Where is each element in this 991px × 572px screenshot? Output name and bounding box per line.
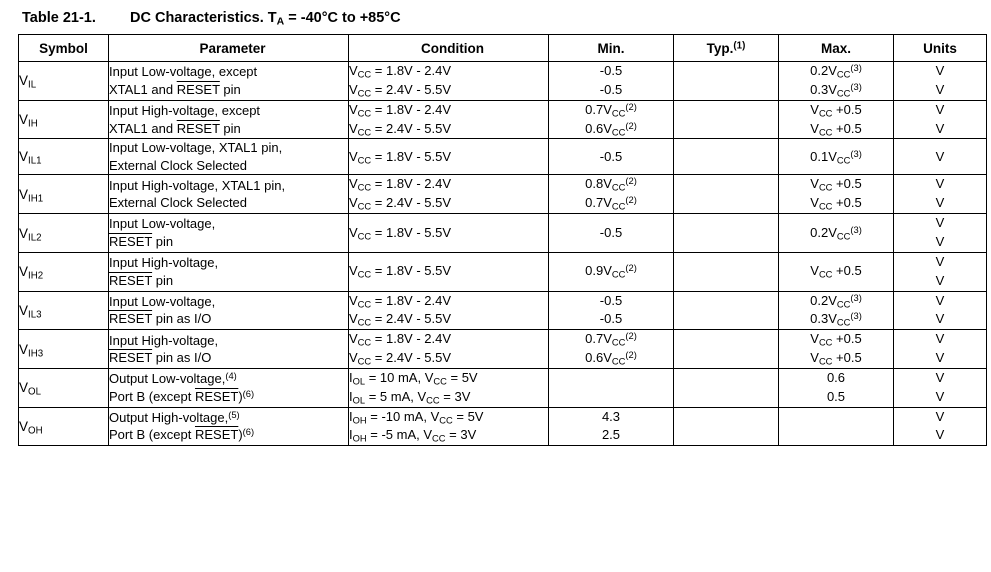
cell-typ [674,368,779,407]
cell-min: $0.8V_{CC}^{(2)}$ $0.7V_{CC}^{(2)}$ [549,175,674,214]
cell-typ [674,175,779,214]
cell-min [549,368,674,407]
table-row [19,214,987,253]
cell-units: V V [894,100,987,139]
cell-min: 4.3 2.5 [549,407,674,446]
cell-condition: $V_{CC} = 1.8V - 2.4V$ $V_{CC} = 2.4V - 5.5V$ [349,100,549,139]
cell-symbol: $V_{IL1}$ [19,139,109,175]
table-caption [22,10,979,26]
cell-units: V [894,139,987,175]
cell-symbol: $V_{IH2}$ [19,252,109,291]
cell-condition: $V_{CC} = 1.8V - 5.5V$ [349,252,549,291]
cell-symbol: $V_{IH1}$ [19,175,109,214]
cell-min: -0.5 -0.5 [549,291,674,330]
cell-symbol: $V_{OL}$ [19,368,109,407]
table-row [19,175,987,214]
cell-max: $V_{CC} +0.5$ [779,252,894,291]
cell-max: $0.2V_{CC}^{(3)}$ $0.3V_{CC}^{(3)}$ [779,291,894,330]
cell-max: $0.2V_{CC}^{(3)}$ $0.3V_{CC}^{(3)}$ [779,62,894,101]
header-typ: Typ.$^{(1)}$ [674,35,779,62]
cell-parameter: Input Low-voltage, XTAL1 pin, External Clock Selected [109,139,349,175]
header-units: Units [894,35,987,62]
cell-units: V V [894,407,987,446]
table-header-row [19,35,987,62]
cell-max: $0.1V_{CC}^{(3)}$ [779,139,894,175]
cell-condition: $V_{CC} = 1.8V - 2.4V$ $V_{CC} = 2.4V - 5.5V$ [349,330,549,369]
cell-symbol: $V_{OH}$ [19,407,109,446]
cell-condition: $V_{CC} = 1.8V - 5.5V$ [349,139,549,175]
cell-units: V V [894,368,987,407]
cell-parameter: Output Low-voltage,$^{(4)}$ Port B (except RESET)$^{(6)}$ [109,368,349,407]
header-symbol: Symbol [19,35,109,62]
table-row [19,62,987,101]
cell-units: V V [894,330,987,369]
typ-footnote-marker: (1) [733,40,746,52]
cell-parameter: Input Low-voltage, RESET pin [109,214,349,253]
cell-units: V V [894,252,987,291]
cell-max: $V_{CC} +0.5$ $V_{CC} +0.5$ [779,330,894,369]
header-min: Min. [549,35,674,62]
table-row [19,291,987,330]
cell-typ [674,330,779,369]
header-parameter: Parameter [109,35,349,62]
cell-condition: $V_{CC} = 1.8V - 2.4V$ $V_{CC} = 2.4V - 5.5V$ [349,62,549,101]
caption-subscript: A [276,16,285,28]
cell-parameter: Output High-voltage,$^{(5)}$ Port B (except RESET)$^{(6)}$ [109,407,349,446]
cell-typ [674,291,779,330]
cell-parameter: Input Low-voltage, except XTAL1 and RESET pin [109,62,349,101]
cell-min: -0.5 -0.5 [549,62,674,101]
cell-symbol: $V_{IL2}$ [19,214,109,253]
table-row [19,407,987,446]
cell-max: 0.6 0.5 [779,368,894,407]
header-condition: Condition [349,35,549,62]
cell-units: V V [894,214,987,253]
cell-typ [674,214,779,253]
table-number: Table 21-1. [22,10,96,26]
cell-typ [674,62,779,101]
cell-parameter: Input High-voltage, XTAL1 pin, External Clock Selected [109,175,349,214]
dc-characteristics-table [18,34,987,446]
table-row [19,139,987,175]
cell-symbol: $V_{IL3}$ [19,291,109,330]
cell-min: $0.7V_{CC}^{(2)}$ $0.6V_{CC}^{(2)}$ [549,100,674,139]
cell-min: -0.5 [549,214,674,253]
cell-min: $0.9V_{CC}^{(2)}$ [549,252,674,291]
cell-max: $V_{CC} +0.5$ $V_{CC} +0.5$ [779,175,894,214]
cell-min: $0.7V_{CC}^{(2)}$ $0.6V_{CC}^{(2)}$ [549,330,674,369]
header-max: Max. [779,35,894,62]
table-row [19,100,987,139]
cell-max: $0.2V_{CC}^{(3)}$ [779,214,894,253]
cell-typ [674,252,779,291]
cell-condition: $V_{CC} = 1.8V - 2.4V$ $V_{CC} = 2.4V - 5.5V$ [349,175,549,214]
cell-parameter: Input High-voltage, except XTAL1 and RESET pin [109,100,349,139]
cell-condition: $I_{OH} = -10$ mA, $V_{CC} = 5V$ $I_{OH} = -5$ mA, $V_{CC} = 3V$ [349,407,549,446]
cell-units: V V [894,62,987,101]
cell-units: V V [894,175,987,214]
table-row [19,368,987,407]
cell-parameter: Input Low-voltage, RESET pin as I/O [109,291,349,330]
table-row [19,252,987,291]
cell-max [779,407,894,446]
cell-typ [674,139,779,175]
cell-typ [674,407,779,446]
cell-condition: $I_{OL} = 10$ mA, $V_{CC} = 5V$ $I_{OL} = 5$ mA, $V_{CC} = 3V$ [349,368,549,407]
cell-max: $V_{CC} +0.5$ $V_{CC} +0.5$ [779,100,894,139]
table-row [19,330,987,369]
cell-symbol: $V_{IH3}$ [19,330,109,369]
cell-parameter: Input High-voltage, RESET pin as I/O [109,330,349,369]
cell-parameter: Input High-voltage, RESET pin [109,252,349,291]
cell-units: V V [894,291,987,330]
cell-symbol: $V_{IH}$ [19,100,109,139]
cell-min: -0.5 [549,139,674,175]
cell-condition: $V_{CC} = 1.8V - 2.4V$ $V_{CC} = 2.4V - 5.5V$ [349,291,549,330]
cell-condition: $V_{CC} = 1.8V - 5.5V$ [349,214,549,253]
table-title: DC Characteristics. $T_A = -40^\circ C$ to +85°C [130,10,401,28]
cell-symbol: $V_{IL}$ [19,62,109,101]
cell-typ [674,100,779,139]
